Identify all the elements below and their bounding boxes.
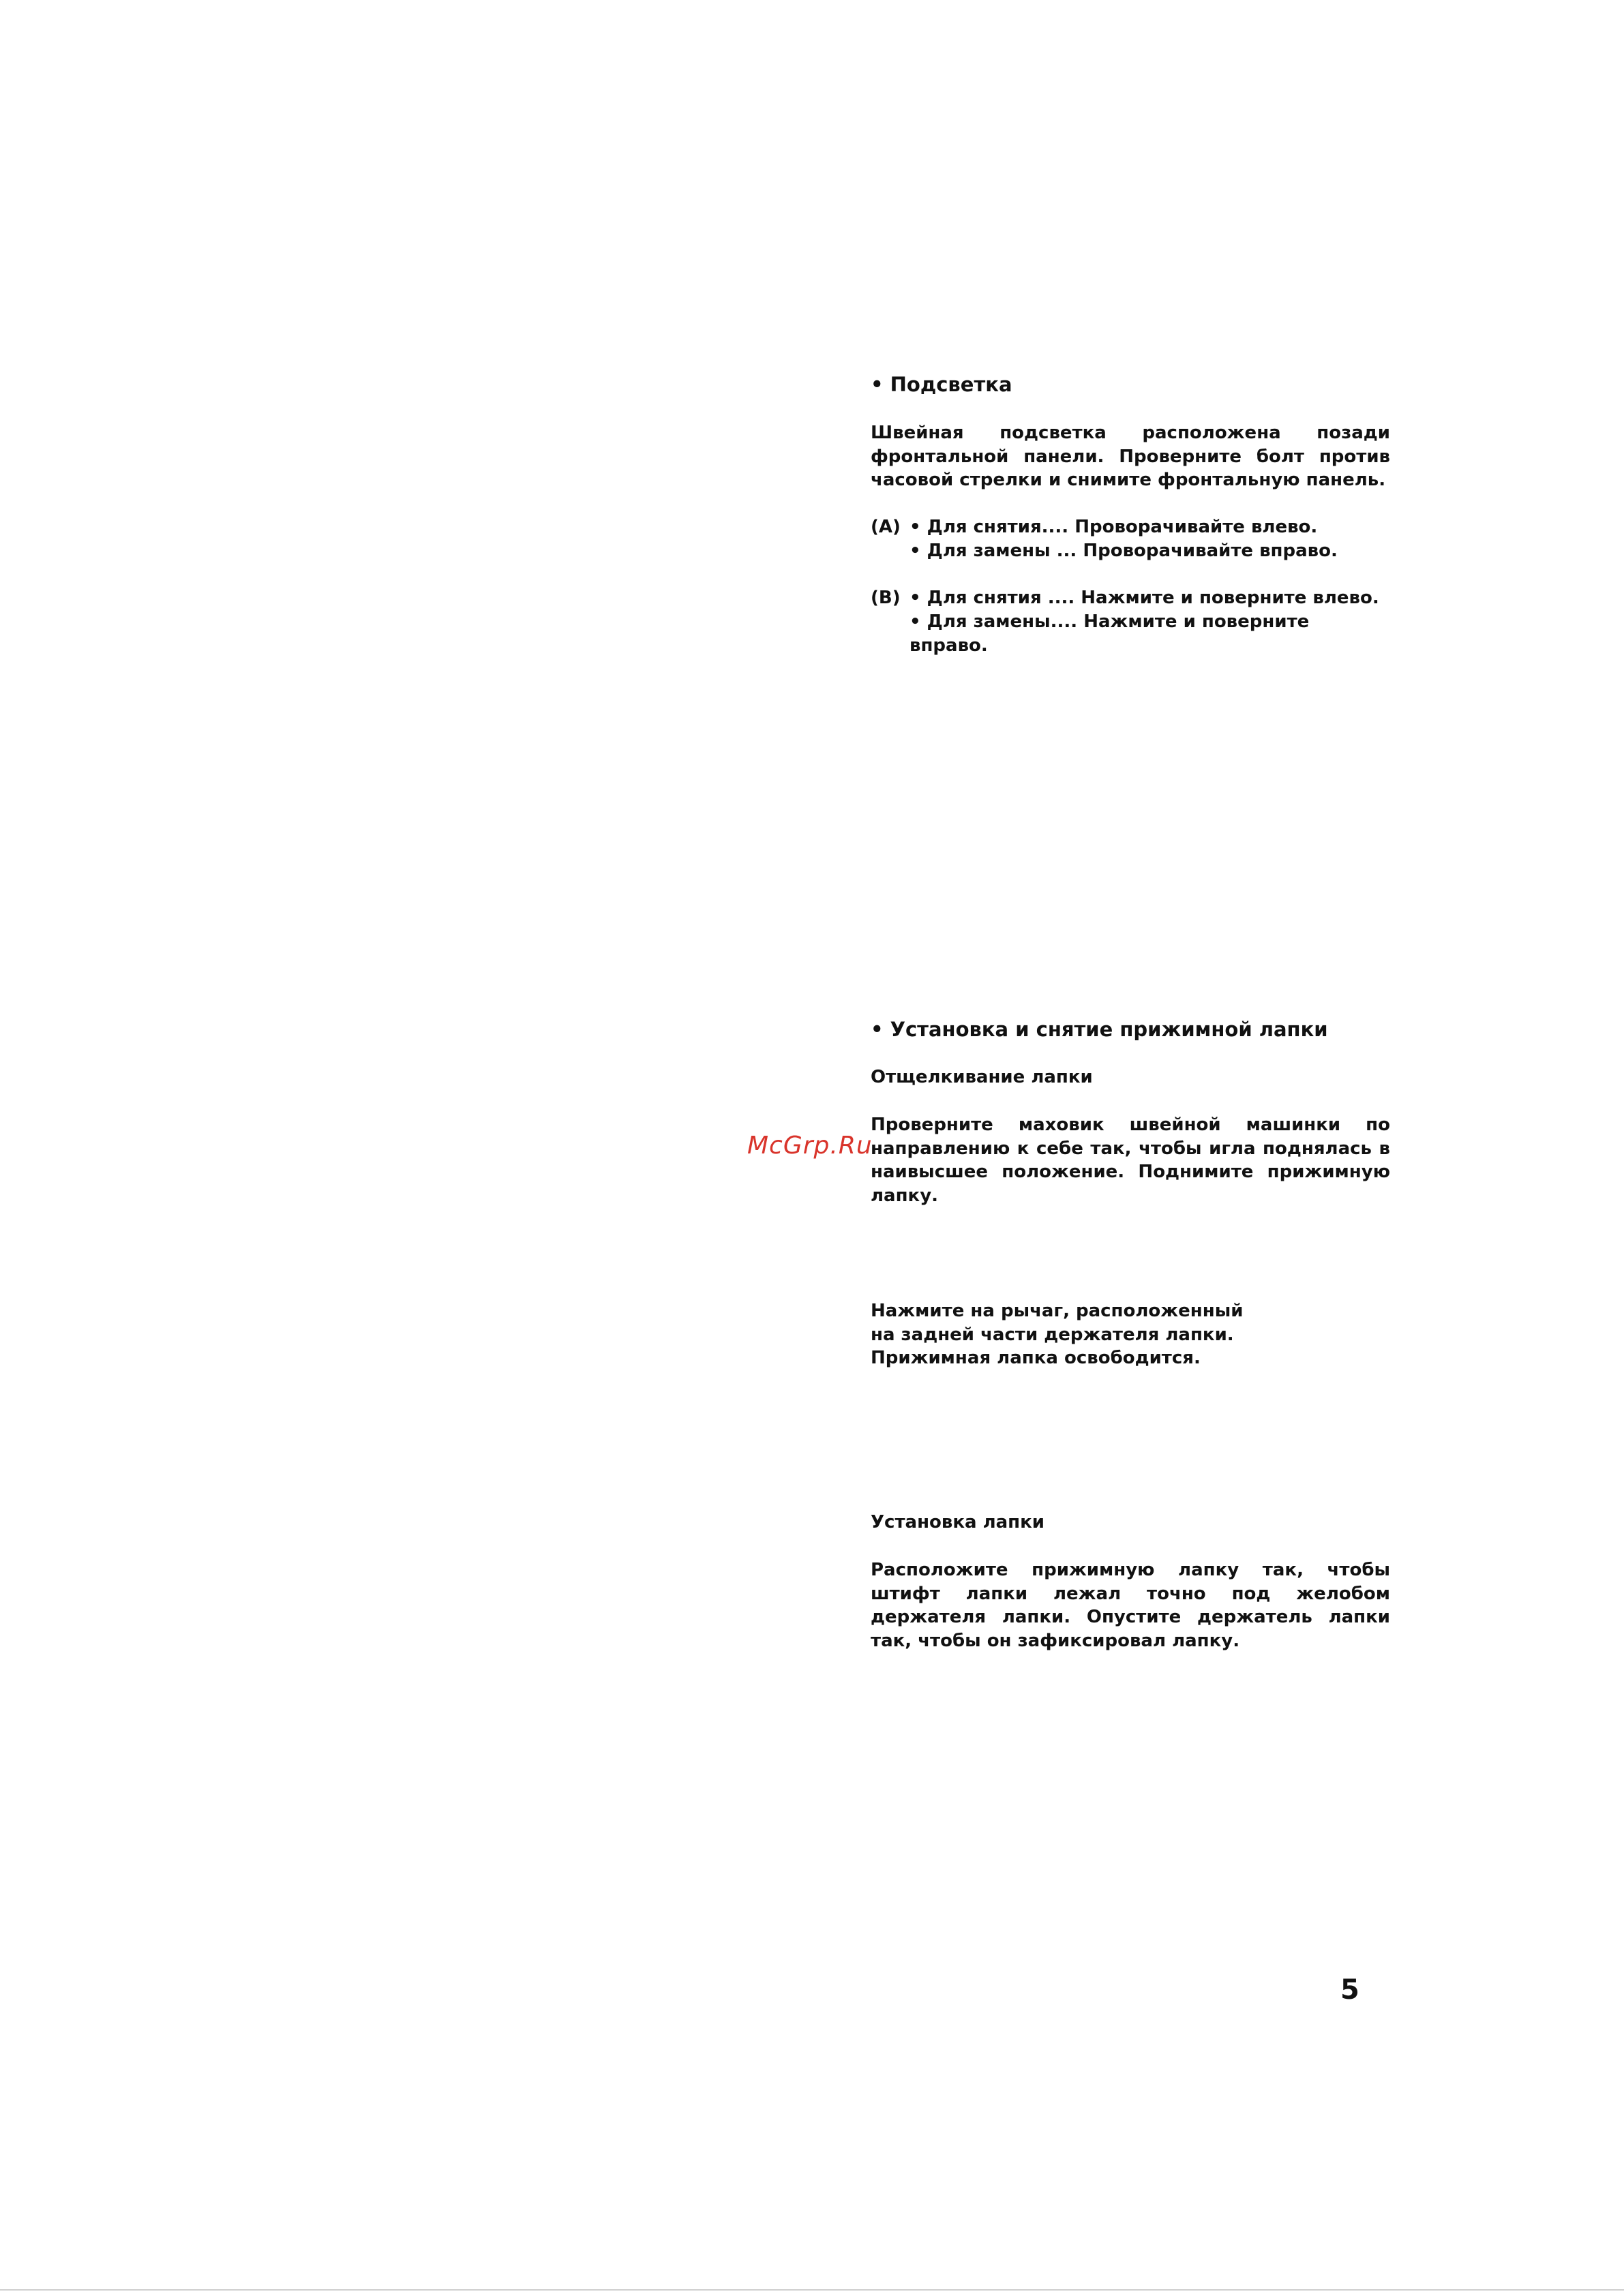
lever-line-2: на задней части держателя лапки. bbox=[871, 1324, 1234, 1345]
foot-heading: • Установка и снятие прижимной лапки bbox=[871, 1018, 1328, 1041]
backlight-b-label: (B) bbox=[871, 588, 901, 608]
backlight-a-label: (A) bbox=[871, 517, 901, 537]
lever-line-3: Прижимная лапка освободится. bbox=[871, 1348, 1201, 1368]
install-title: Установка лапки bbox=[871, 1512, 1045, 1532]
lever-paragraph bbox=[871, 1299, 1390, 1370]
lever-line-1: Нажмите на рычаг, расположенный bbox=[871, 1301, 1244, 1321]
snap-title: Отщелкивание лапки bbox=[871, 1067, 1093, 1087]
backlight-b-remove: • Для снятия .... Нажмите и поверните влево. bbox=[909, 588, 1379, 608]
backlight-a-remove: • Для снятия.... Проворачивайте влево. bbox=[909, 517, 1318, 537]
backlight-b-replace: • Для замены.... Нажмите и поверните вправо. bbox=[909, 611, 1310, 656]
page-number: 5 bbox=[1340, 1974, 1359, 2006]
snap-paragraph: Проверните маховик швейной машинки по направлению к себе так, чтобы игла поднялась в наивысшее положение. Поднимите прижимную лапку. bbox=[871, 1115, 1390, 1206]
backlight-a-replace: • Для замены ... Проворачивайте вправо. bbox=[909, 541, 1338, 561]
backlight-paragraph: Швейная подсветка расположена позади фронтальной панели. Проверните болт против часовой стрелки и снимите фронтальную панель. bbox=[871, 423, 1390, 490]
watermark: McGrp.Ru bbox=[747, 1132, 873, 1160]
scan-edge-divider bbox=[0, 2289, 1624, 2291]
install-paragraph: Расположите прижимную лапку так, чтобы штифт лапки лежал точно под желобом держателя лапки. Опустите держатель лапки так, чтобы он зафиксировал лапку. bbox=[871, 1560, 1390, 1651]
backlight-heading: • Подсветка bbox=[871, 373, 1012, 396]
